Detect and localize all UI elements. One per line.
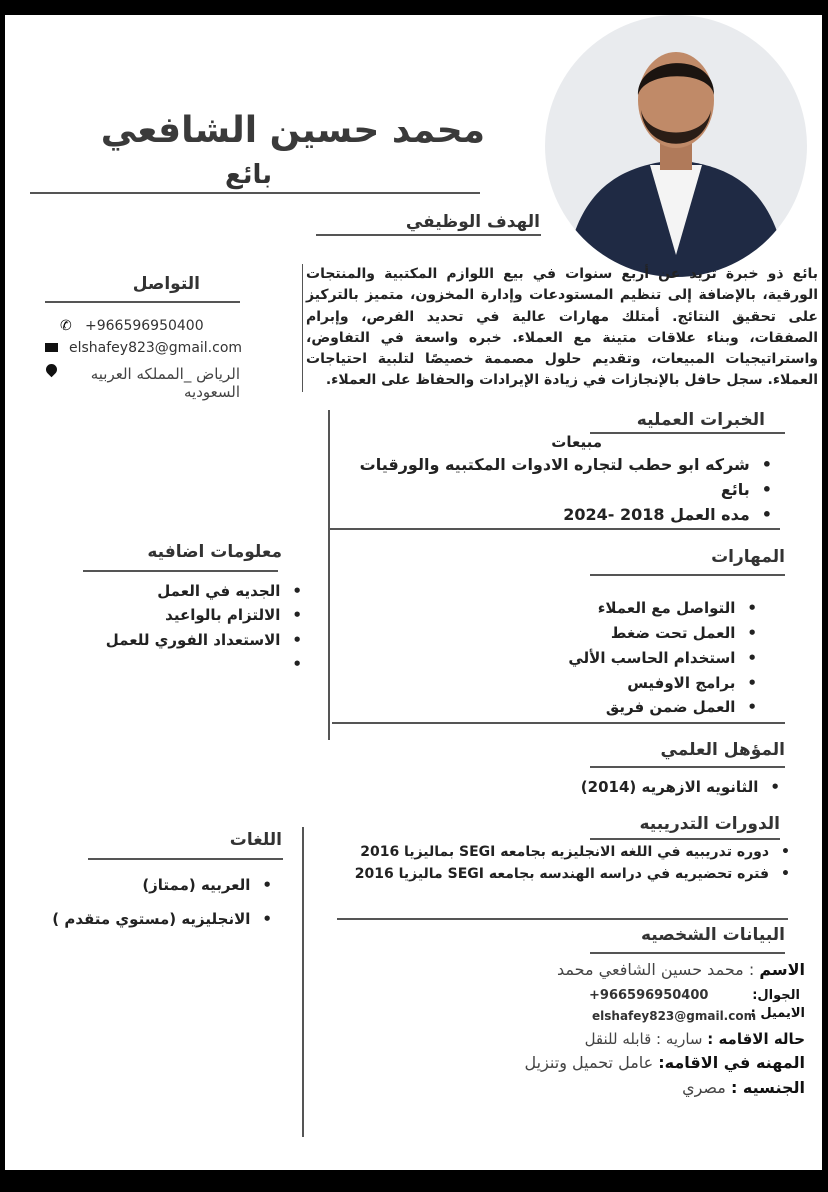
contact-location-line2: السعوديه — [183, 383, 240, 401]
divider — [83, 570, 278, 572]
divider — [316, 234, 541, 236]
personal-heading: البيانات الشخصيه — [640, 925, 785, 945]
residence-label: حاله الاقامه : — [707, 1030, 805, 1048]
candidate-title: بائع — [224, 160, 272, 190]
resume-page — [5, 15, 822, 1170]
courses-heading: الدورات التدريبيه — [639, 814, 780, 834]
divider — [30, 192, 480, 194]
job-value: عامل تحميل وتنزيل — [524, 1053, 654, 1072]
skills-heading: المهارات — [711, 547, 785, 567]
language-item: • العربيه (ممتاز) — [142, 876, 272, 894]
vertical-divider — [302, 827, 304, 1137]
divider — [337, 918, 788, 920]
residence-value: ساريه : قابله للنقل — [584, 1030, 703, 1048]
contact-location-line1: الرياض _المملكه العربيه — [90, 365, 240, 383]
language-item: • الانجليزيه (مستوي متقدم ) — [52, 910, 272, 928]
divider — [590, 952, 785, 954]
personal-nationality — [682, 1078, 805, 1097]
name-label: الاسم — [759, 960, 805, 979]
languages-heading: اللغات — [229, 830, 282, 850]
experience-item: • شركه ابو حطب لتجاره الادوات المكتبيه والورقيات — [360, 455, 772, 474]
personal-job — [525, 1053, 805, 1072]
divider — [88, 858, 283, 860]
mobile-value: +966596950400 — [589, 988, 709, 1003]
email-label: الايميل : — [750, 1006, 805, 1021]
skill-item: • التواصل مع العملاء — [598, 599, 757, 617]
name-value: محمد حسين الشافعي محمد — [557, 960, 744, 979]
divider — [45, 301, 240, 303]
skill-item: • العمل ضمن فريق — [606, 698, 757, 716]
contact-phone: +966596950400 — [85, 318, 204, 334]
skill-item: • برامج الاوفيس — [627, 674, 757, 692]
additional-item — [280, 655, 302, 673]
skill-item: • استخدام الحاسب الألي — [568, 649, 757, 667]
additional-item: • الاستعداد الفوري للعمل — [106, 631, 302, 649]
experience-item: • مده العمل 2018 -2024 — [563, 505, 772, 524]
candidate-name: محمد حسين الشافعي — [100, 110, 485, 151]
divider — [590, 432, 785, 434]
course-item: • فتره تحضيريه في دراسه الهندسه بجامعه SEGI ماليزيا 2016 — [355, 866, 790, 882]
email-value: elshafey823@gmail.com — [592, 1009, 757, 1023]
profile-photo — [545, 15, 807, 277]
personal-name: الاسم : محمد حسين الشافعي محمد — [557, 960, 805, 979]
additional-item: • الجديه في العمل — [157, 582, 302, 600]
objective-heading: الهدف الوظيفي — [405, 212, 540, 232]
course-item: • دوره تدريبيه في اللغه الانجليزيه بجامعه SEGI بماليزيا 2016 — [360, 844, 790, 860]
divider — [590, 574, 785, 576]
email-icon — [45, 343, 58, 352]
experience-item: • بائع — [721, 480, 772, 499]
objective-text: بائع ذو خبرة تزيد عن أربع سنوات في بيع اللوازم المكتبية والمنتجات الورقية، بالإضافة إلى تنظيم المستودعات وإدارة المخزون، متميز بالتركيز على تحقيق النتائج. أمتلك مهارات عالية في تحديد الفرص، وإبرام الصفقات، وبناء علاقات متينة مع العملاء. خبره واسعة في التفاوض، واستراتيجيات المبيعات، وتقديم حلول مصممة خصيصًا لتلبية احتياجات العملاء. سجل حافل بالإنجازات في زيادة الإيرادات والحفاظ على العملاء. — [302, 264, 818, 392]
divider — [590, 838, 780, 840]
divider — [332, 722, 785, 724]
contact-heading: التواصل — [132, 274, 200, 294]
mobile-label: الجوال: — [752, 988, 800, 1003]
experience-field: مبيعات — [551, 433, 602, 451]
experience-heading: الخبرات العمليه — [636, 410, 765, 430]
phone-icon: ✆ — [60, 318, 72, 334]
contact-email: elshafey823@gmail.com — [69, 340, 243, 356]
location-icon — [44, 362, 60, 378]
skill-item: • العمل تحت ضغط — [611, 624, 757, 642]
education-item: • الثانويه الازهريه (2014) — [581, 778, 780, 796]
additional-item: • الالتزام بالواعيد — [165, 606, 302, 624]
job-label: المهنه في الاقامه: — [658, 1053, 805, 1072]
education-heading: المؤهل العلمي — [660, 740, 785, 760]
vertical-divider — [328, 410, 330, 740]
divider — [590, 766, 785, 768]
additional-heading: معلومات اضافيه — [147, 542, 282, 562]
nationality-value: مصري — [682, 1078, 726, 1097]
personal-residence — [585, 1030, 805, 1048]
nationality-label: الجنسيه : — [730, 1078, 805, 1097]
divider — [328, 528, 780, 530]
